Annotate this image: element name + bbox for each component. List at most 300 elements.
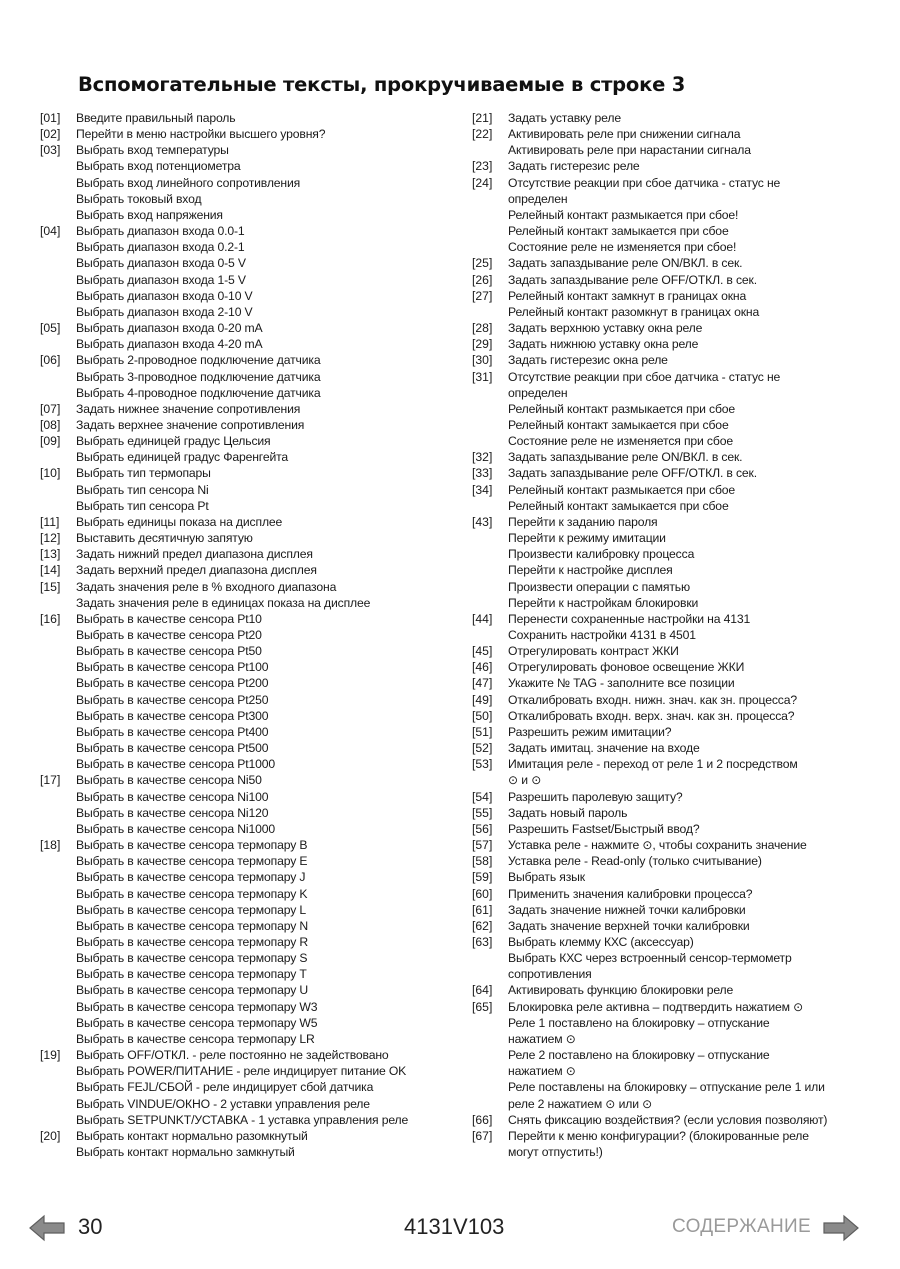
help-entry [472, 482, 892, 514]
entry-text: Выбрать в качестве сенсора термопару S [76, 951, 308, 966]
entry-text: Выбрать единицей градус Фаренгейта [76, 450, 289, 465]
entry-lines [508, 934, 892, 982]
entry-number: [08] [40, 417, 61, 432]
entry-text: Выбрать в качестве сенсора Pt500 [76, 741, 269, 756]
entry-lines [76, 401, 458, 417]
entry-text: Выбрать диапазон входа 4-20 mA [76, 337, 263, 352]
entry-lines [508, 369, 892, 450]
entry-text: Выбрать в качестве сенсора Ni1000 [76, 821, 275, 836]
entry-number: [12] [40, 531, 61, 546]
help-entry [472, 918, 892, 934]
entry-text: Выбрать контакт нормально разомкнутый [76, 1128, 308, 1143]
entry-text: Релейный контакт размыкается при сбое [508, 482, 736, 497]
help-entry [40, 320, 458, 352]
entry-text: Задать нижний предел диапазона дисплея [76, 547, 313, 562]
entry-text: Выбрать КХС через встроенный сенсор-термометр [508, 951, 792, 966]
entry-text: Введите правильный пароль [76, 111, 236, 125]
help-entry [472, 255, 892, 271]
entry-text: Отсутствие реакции при сбое датчика - статус не [508, 175, 781, 190]
entry-text: Выбрать в качестве сенсора Ni50 [76, 773, 262, 788]
help-entry [40, 611, 458, 773]
help-entry [472, 611, 892, 643]
entry-lines [508, 1128, 892, 1160]
entry-text: Выбрать тип термопары [76, 466, 211, 481]
entry-lines [508, 789, 892, 805]
entry-text: Выбрать в качестве сенсора Pt50 [76, 644, 262, 659]
entry-text: нажатием ⊙ [508, 1064, 576, 1079]
entry-text: Выбрать SETPUNKT/УСТАВКА - 1 уставка управления реле [76, 1112, 409, 1127]
entry-lines [508, 482, 892, 514]
entry-number: [06] [40, 353, 61, 368]
help-entry [472, 934, 892, 982]
help-entry [40, 579, 458, 611]
entry-number: [64] [472, 983, 493, 998]
help-entry [40, 837, 458, 1047]
entry-number: [45] [472, 644, 493, 659]
entry-text: Выбрать в качестве сенсора термопару LR [76, 1031, 315, 1046]
entry-number: [14] [40, 563, 61, 578]
entry-number: [51] [472, 724, 493, 739]
entry-text: Активировать реле при снижении сигнала [508, 127, 741, 142]
entry-text: Выбрать в качестве сенсора Pt10 [76, 611, 262, 626]
entry-number: [09] [40, 434, 61, 449]
entry-number: [10] [40, 466, 61, 481]
arrow-left-icon[interactable] [28, 1212, 68, 1249]
entry-text: Выбрать в качестве сенсора Pt250 [76, 692, 269, 707]
entry-text: Выбрать 4-проводное подключение датчика [76, 385, 321, 400]
entry-text: Уставка реле - Read-only (только считывание) [508, 854, 762, 869]
entry-text: Выбрать в качестве сенсора Ni100 [76, 789, 269, 804]
help-entry [40, 772, 458, 837]
help-entry [472, 821, 892, 837]
help-entry [472, 449, 892, 465]
entry-text: Задать запаздывание реле OFF/ОТКЛ. в сек. [508, 272, 757, 287]
entry-text: Релейный контакт разомкнут в границах окна [508, 304, 760, 319]
entry-text: Применить значения калибровки процесса? [508, 886, 753, 901]
help-entry [472, 886, 892, 902]
entry-text: Выбрать вход линейного сопротивления [76, 175, 301, 190]
entry-number: [60] [472, 886, 493, 901]
help-entry [472, 336, 892, 352]
entry-lines [76, 126, 458, 142]
entry-number: [47] [472, 676, 493, 691]
entry-text: Выбрать единицы показа на дисплее [76, 514, 283, 529]
entry-text: Выбрать диапазон входа 0-10 V [76, 288, 253, 303]
help-entry [472, 708, 892, 724]
entry-number: [29] [472, 337, 493, 352]
entry-text: Выбрать тип сенсора Ni [76, 482, 209, 497]
entry-text: Выбрать диапазон входа 0-5 V [76, 256, 246, 271]
entry-text: Выбрать клемму КХС (аксессуар) [508, 934, 694, 949]
entry-text: Разрешить паролевую защиту? [508, 789, 683, 804]
entry-text: Укажите № TAG - заполните все позиции [508, 676, 735, 691]
help-entry [40, 401, 458, 417]
entry-number: [55] [472, 805, 493, 820]
entry-number: [62] [472, 918, 493, 933]
entry-text: Произвести операции с памятью [508, 579, 690, 594]
entry-text: Выбрать в качестве сенсора термопару E [76, 854, 308, 869]
entry-number: [43] [472, 514, 493, 529]
entry-text: Перейти к настройкам блокировки [508, 595, 699, 610]
entry-number: [58] [472, 854, 493, 869]
entry-number: [05] [40, 321, 61, 336]
entry-number: [02] [40, 127, 61, 142]
entry-lines [76, 837, 458, 1047]
entry-number: [54] [472, 789, 493, 804]
entry-number: [07] [40, 401, 61, 416]
entry-text: ⊙ и ⊙ [508, 773, 542, 788]
help-entry [40, 465, 458, 513]
help-entry [472, 805, 892, 821]
right-column [472, 110, 892, 1160]
help-entry [40, 110, 458, 126]
entry-lines [508, 272, 892, 288]
entry-text: Произвести калибровку процесса [508, 547, 695, 562]
help-entry [472, 724, 892, 740]
entry-text: Выставить десятичную запятую [76, 531, 253, 546]
entry-text: Выбрать 2-проводное подключение датчика [76, 353, 321, 368]
entry-lines [76, 352, 458, 400]
help-entry [40, 514, 458, 530]
entry-text: Релейный контакт замкнут в границах окна [508, 288, 747, 303]
entry-number: [50] [472, 708, 493, 723]
entry-number: [19] [40, 1048, 61, 1063]
help-entry [472, 1112, 892, 1128]
entry-lines [508, 805, 892, 821]
entry-number: [63] [472, 934, 493, 949]
entry-lines [508, 724, 892, 740]
entry-number: [56] [472, 821, 493, 836]
entry-lines [76, 223, 458, 320]
entry-text: Перейти к режиму имитации [508, 531, 666, 546]
entry-lines [508, 853, 892, 869]
help-entry [472, 320, 892, 336]
help-entry [472, 982, 892, 998]
page-footer [0, 1210, 900, 1246]
entry-text: Выбрать в качестве сенсора Pt20 [76, 628, 262, 642]
help-entry [472, 126, 892, 158]
entry-text: Выбрать язык [508, 870, 585, 885]
arrow-right-icon[interactable] [820, 1212, 860, 1249]
entry-lines [76, 110, 458, 126]
entry-number: [67] [472, 1128, 493, 1143]
entry-lines [508, 643, 892, 659]
entry-number: [46] [472, 660, 493, 675]
entry-number: [34] [472, 482, 493, 497]
entry-text: Выбрать FEJL/СБОЙ - реле индицирует сбой датчика [76, 1080, 374, 1095]
entry-lines [508, 756, 892, 788]
entry-text: Релейный контакт замыкается при сбое [508, 224, 729, 239]
entry-number: [57] [472, 838, 493, 853]
entry-text: Выбрать в качестве сенсора термопару K [76, 886, 308, 901]
entry-text: определен [508, 385, 568, 400]
help-entry [40, 546, 458, 562]
help-entry [472, 110, 892, 126]
entry-text: Отрегулировать фоновое освещение ЖКИ [508, 660, 745, 675]
entry-lines [508, 449, 892, 465]
entry-text: Состояние реле не изменяется при сбое! [508, 240, 737, 255]
help-entry [472, 869, 892, 885]
entry-number: [27] [472, 288, 493, 303]
entry-text: реле 2 нажатием ⊙ или ⊙ [508, 1096, 653, 1111]
entry-number: [31] [472, 369, 493, 384]
entry-text: Задать нижнюю уставку окна реле [508, 337, 699, 352]
help-entry [472, 465, 892, 481]
entry-text: Выбрать в качестве сенсора термопару B [76, 838, 308, 853]
entry-text: могут отпустить!) [508, 1145, 603, 1159]
entry-lines [76, 1047, 458, 1128]
entry-number: [25] [472, 256, 493, 271]
help-entry [472, 352, 892, 368]
entry-number: [65] [472, 999, 493, 1014]
entry-lines [508, 902, 892, 918]
entry-lines [508, 886, 892, 902]
help-entry [472, 514, 892, 611]
entry-text: Выбрать диапазон входа 0-20 mA [76, 321, 263, 336]
entry-lines [76, 530, 458, 546]
entry-lines [508, 465, 892, 481]
entry-text: Выбрать OFF/ОТКЛ. - реле постоянно не задействовано [76, 1048, 389, 1063]
entry-text: Задать запаздывание реле OFF/ОТКЛ. в сек. [508, 466, 757, 481]
entry-text: Задать верхнее значение сопротивления [76, 417, 305, 432]
entry-text: Выбрать в качестве сенсора Pt300 [76, 708, 269, 723]
entry-number: [03] [40, 143, 61, 158]
help-entry [40, 142, 458, 223]
entry-text: Отрегулировать контраст ЖКИ [508, 644, 679, 659]
page-number: 30 [78, 1214, 103, 1239]
entry-text: Задать нижнее значение сопротивления [76, 401, 301, 416]
entry-lines [508, 288, 892, 320]
entry-number: [20] [40, 1128, 61, 1143]
entry-text: Задать значения реле в % входного диапазона [76, 579, 337, 594]
entry-text: Выбрать в качестве сенсора термопару U [76, 983, 309, 998]
help-entry [472, 158, 892, 174]
entry-lines [508, 514, 892, 611]
entry-text: Выбрать в качестве сенсора термопару J [76, 870, 306, 885]
help-entry [472, 659, 892, 675]
entry-lines [508, 999, 892, 1112]
entry-text: Выбрать в качестве сенсора Pt200 [76, 676, 269, 691]
entry-text: Задать запаздывание реле ON/ВКЛ. в сек. [508, 256, 743, 271]
entry-lines [508, 837, 892, 853]
entry-text: Снять фиксацию воздействия? (если условия позволяют) [508, 1112, 828, 1127]
entry-text: Задать уставку реле [508, 111, 621, 125]
entry-text: Задать новый пароль [508, 805, 628, 820]
help-entry [472, 643, 892, 659]
entry-text: Выбрать вход температуры [76, 143, 229, 158]
entry-number: [16] [40, 611, 61, 626]
entry-text: Реле 1 поставлено на блокировку – отпускание [508, 1015, 770, 1030]
entry-number: [22] [472, 127, 493, 142]
help-entry [472, 1128, 892, 1160]
entry-number: [04] [40, 224, 61, 239]
entry-lines [508, 982, 892, 998]
entry-lines [508, 740, 892, 756]
entry-text: Задать запаздывание реле ON/ВКЛ. в сек. [508, 450, 743, 465]
entry-text: Разрешить Fastset/Быстрый ввод? [508, 821, 700, 836]
entry-number: [26] [472, 272, 493, 287]
entry-text: Выбрать в качестве сенсора термопару N [76, 918, 309, 933]
entry-lines [508, 659, 892, 675]
entry-text: Задать значения реле в единицах показа на дисплее [76, 595, 371, 610]
entry-text: Релейный контакт размыкается при сбое! [508, 207, 739, 222]
entry-text: Выбрать вход напряжения [76, 207, 223, 222]
entry-number: [53] [472, 757, 493, 772]
entry-text: Выбрать в качестве сенсора Pt100 [76, 660, 269, 675]
entry-lines [508, 708, 892, 724]
entry-text: Выбрать токовый вход [76, 191, 202, 206]
entry-lines [76, 142, 458, 223]
entry-number: [32] [472, 450, 493, 465]
entry-number: [13] [40, 547, 61, 562]
help-entry [472, 369, 892, 450]
model-number: 4131V103 [404, 1214, 505, 1239]
entry-text: Выбрать в качестве сенсора термопару L [76, 902, 307, 917]
entry-text: Блокировка реле активна – подтвердить нажатием ⊙ [508, 999, 804, 1014]
entry-lines [76, 433, 458, 465]
entry-lines [76, 465, 458, 513]
entry-lines [508, 158, 892, 174]
entry-text: Выбрать единицей градус Цельсия [76, 434, 271, 449]
help-entry [472, 675, 892, 691]
entry-text: Выбрать диапазон входа 1-5 V [76, 272, 246, 287]
entry-text: Отсутствие реакции при сбое датчика - статус не [508, 369, 781, 384]
entry-lines [76, 546, 458, 562]
entry-lines [508, 692, 892, 708]
entry-number: [30] [472, 353, 493, 368]
entry-lines [76, 611, 458, 773]
entry-text: Выбрать тип сенсора Pt [76, 498, 209, 513]
entry-lines [76, 417, 458, 433]
help-entry [40, 126, 458, 142]
entry-lines [508, 320, 892, 336]
help-entry [40, 433, 458, 465]
entry-text: Выбрать в качестве сенсора термопару R [76, 934, 309, 949]
entry-text: Разрешить режим имитации? [508, 724, 672, 739]
help-entry [40, 223, 458, 320]
entry-number: [49] [472, 692, 493, 707]
entry-number: [52] [472, 741, 493, 756]
entry-number: [21] [472, 111, 493, 125]
entry-lines [508, 126, 892, 158]
entry-text: Перейти к настройке дисплея [508, 563, 673, 578]
help-entry [472, 999, 892, 1112]
help-entry [40, 1047, 458, 1128]
help-entry [40, 417, 458, 433]
entry-lines [76, 514, 458, 530]
entry-text: определен [508, 191, 568, 206]
entry-text: Перенести сохраненные настройки на 4131 [508, 611, 751, 626]
entry-lines [508, 869, 892, 885]
entry-text: Выбрать в качестве сенсора термопару T [76, 967, 307, 982]
entry-lines [508, 821, 892, 837]
help-entry [40, 352, 458, 400]
entry-text: Выбрать в качестве сенсора Ni120 [76, 805, 269, 820]
entry-number: [66] [472, 1112, 493, 1127]
entry-text: Выбрать диапазон входа 2-10 V [76, 304, 253, 319]
help-entry [472, 789, 892, 805]
entry-text: Задать значение верхней точки калибровки [508, 918, 750, 933]
help-entry [40, 562, 458, 578]
help-entry [40, 1128, 458, 1160]
entry-text: Задать верхний предел диапазона дисплея [76, 563, 317, 578]
entry-text: Имитация реле - переход от реле 1 и 2 посредством [508, 757, 798, 772]
entry-text: Выбрать контакт нормально замкнутый [76, 1145, 295, 1159]
entry-text: Активировать функцию блокировки реле [508, 983, 734, 998]
entry-text: Сохранить настройки 4131 в 4501 [508, 628, 696, 642]
entry-number: [17] [40, 773, 61, 788]
help-entry [40, 530, 458, 546]
entry-text: Реле 2 поставлено на блокировку – отпускание [508, 1048, 770, 1063]
entry-text: Состояние реле не изменяется при сбое [508, 434, 733, 449]
entry-text: Выбрать VINDUE/ОКНО - 2 уставки управления реле [76, 1096, 370, 1111]
entry-text: Перейти в меню настройки высшего уровня? [76, 127, 326, 142]
entry-lines [76, 320, 458, 352]
help-entry [472, 853, 892, 869]
entry-text: Откалибровать входн. верх. знач. как зн. процесса? [508, 708, 795, 723]
entry-text: Выбрать диапазон входа 0.2-1 [76, 240, 245, 255]
entry-number: [23] [472, 159, 493, 174]
entry-number: [28] [472, 321, 493, 336]
entry-number: [61] [472, 902, 493, 917]
entry-text: Выбрать вход потенциометра [76, 159, 241, 174]
left-column [40, 110, 458, 1160]
entry-number: [15] [40, 579, 61, 594]
entry-text: Реле поставлены на блокировку – отпускание реле 1 или [508, 1080, 825, 1095]
entry-lines [76, 772, 458, 837]
page-title: Вспомогательные тексты, прокручиваемые в строке 3 [78, 73, 686, 96]
entry-lines [76, 579, 458, 611]
help-entry [472, 175, 892, 256]
entry-text: Перейти к меню конфигурации? (блокированные реле [508, 1128, 809, 1143]
entry-text: сопротивления [508, 967, 592, 982]
toc-link[interactable]: СОДЕРЖАНИЕ [672, 1216, 811, 1237]
entry-text: Задать верхнюю уставку окна реле [508, 321, 703, 336]
help-entry [472, 288, 892, 320]
entry-text: Релейный контакт замыкается при сбое [508, 498, 729, 513]
entry-number: [44] [472, 611, 493, 626]
help-entry [472, 740, 892, 756]
entry-text: Выбрать 3-проводное подключение датчика [76, 369, 321, 384]
entry-text: Выбрать POWER/ПИТАНИЕ - реле индицирует питание OK [76, 1064, 407, 1079]
entry-lines [508, 110, 892, 126]
entry-lines [508, 175, 892, 256]
entry-lines [508, 675, 892, 691]
entry-lines [76, 562, 458, 578]
entry-text: Уставка реле - нажмите ⊙, чтобы сохранить значение [508, 838, 807, 853]
entry-text: Перейти к заданию пароля [508, 514, 658, 529]
entry-text: Релейный контакт размыкается при сбое [508, 401, 736, 416]
entry-text: Задать значение нижней точки калибровки [508, 902, 746, 917]
entry-text: Задать гистерезис реле [508, 159, 640, 174]
entry-number: [33] [472, 466, 493, 481]
entry-text: Релейный контакт замыкается при сбое [508, 417, 729, 432]
entry-text: Выбрать в качестве сенсора термопару W5 [76, 1015, 318, 1030]
entry-text: Откалибровать входн. нижн. знач. как зн. процесса? [508, 692, 797, 707]
entry-lines [508, 255, 892, 271]
entry-lines [508, 611, 892, 643]
entry-lines [508, 1112, 892, 1128]
entry-text: Выбрать в качестве сенсора Pt400 [76, 724, 269, 739]
entry-lines [508, 352, 892, 368]
entry-lines [508, 918, 892, 934]
help-entry [472, 756, 892, 788]
entry-text: Активировать реле при нарастании сигнала [508, 143, 751, 158]
help-entry [472, 837, 892, 853]
entry-number: [24] [472, 175, 493, 190]
entry-number: [59] [472, 870, 493, 885]
entry-number: [01] [40, 111, 61, 125]
